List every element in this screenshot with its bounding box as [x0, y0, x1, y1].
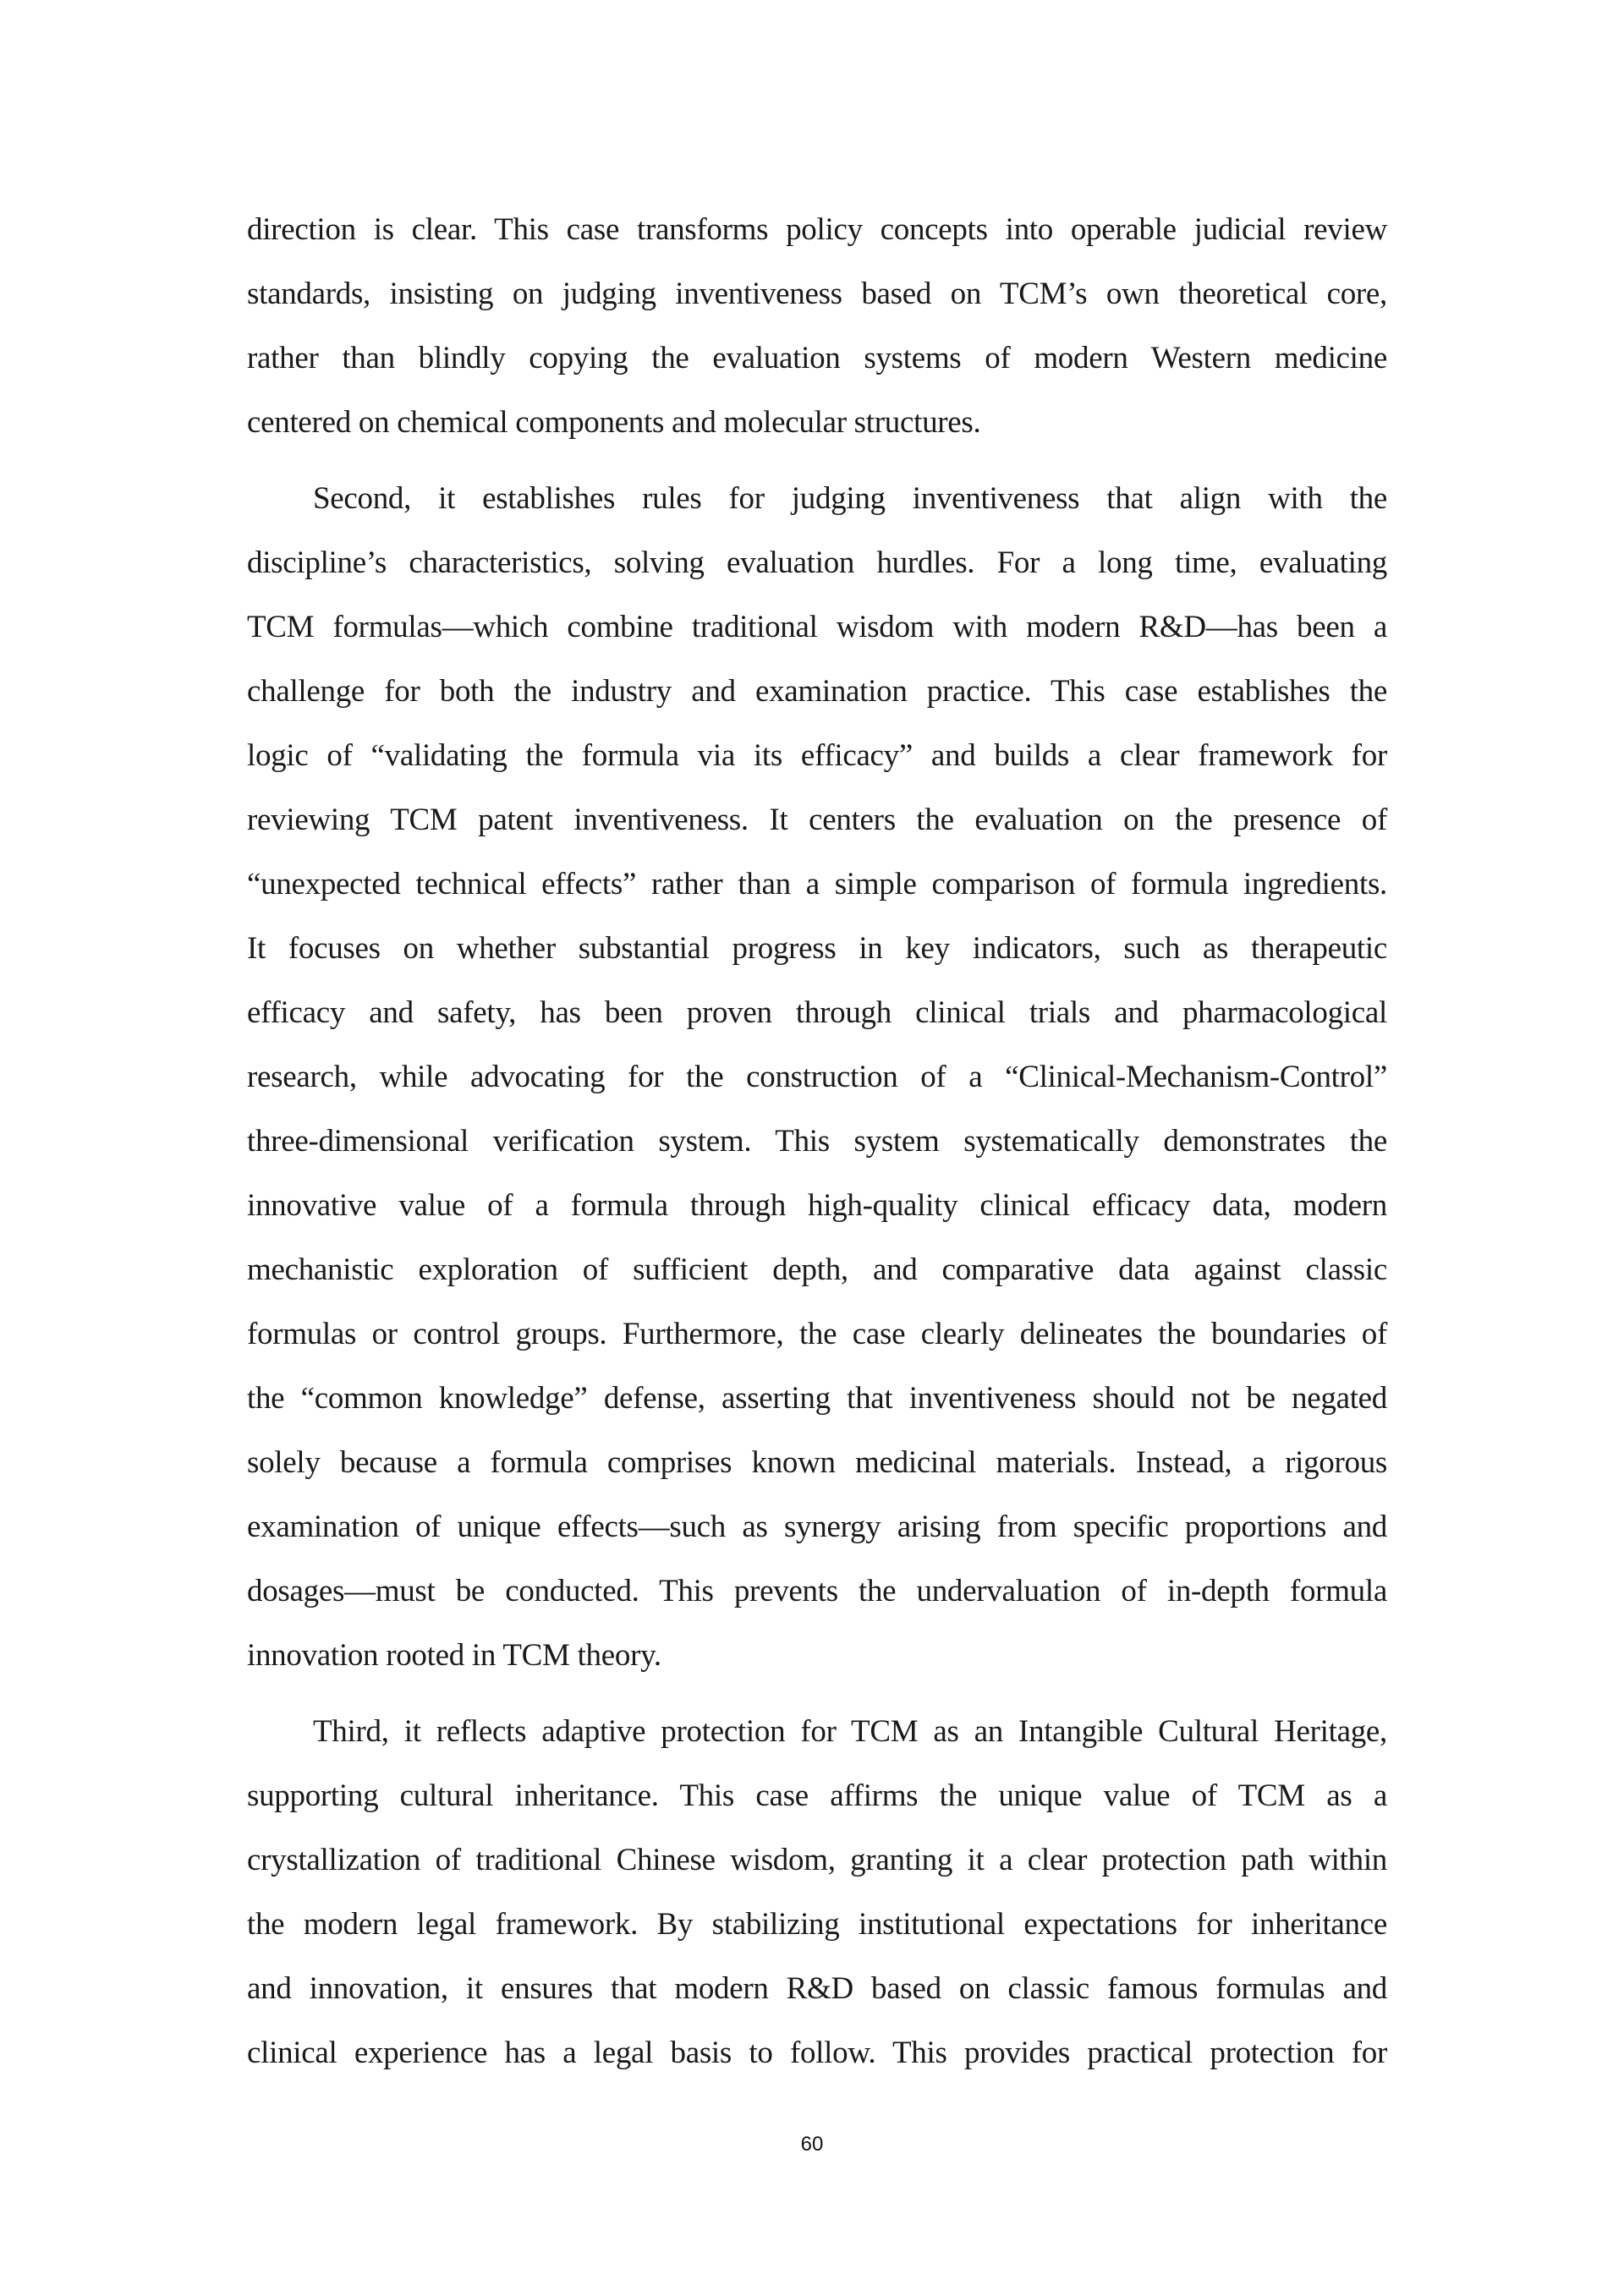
paragraph-1-line-2: standards, insisting on judging inventiveness based on TCM’s own theoretical core,	[247, 277, 1387, 311]
paragraph-2-line-14: formulas or control groups. Furthermore, the case clearly delineates the boundaries of	[247, 1317, 1387, 1351]
paragraph-3-line-1: Third, it reflects adaptive protection for TCM as an Intangible Cultural Heritage,	[313, 1714, 1387, 1749]
paragraph-1-line-3: rather than blindly copying the evaluation systems of modern Western medicine	[247, 341, 1387, 375]
paragraph-2-line-6: reviewing TCM patent inventiveness. It centers the evaluation on the presence of	[247, 803, 1387, 837]
paragraph-2-line-18: dosages—must be conducted. This prevents the undervaluation of in-depth formula	[247, 1574, 1387, 1608]
paragraph-2-line-16: solely because a formula comprises known medicinal materials. Instead, a rigorous	[247, 1445, 1387, 1480]
paragraph-2-line-17: examination of unique effects—such as synergy arising from specific proportions and	[247, 1510, 1387, 1544]
paragraph-3-line-4: the modern legal framework. By stabilizing institutional expectations for inheritance	[247, 1907, 1387, 1942]
paragraph-2-line-5: logic of “validating the formula via its efficacy” and builds a clear framework for	[247, 738, 1387, 773]
paragraph-2-line-9: efficacy and safety, has been proven through clinical trials and pharmacological	[247, 995, 1387, 1030]
paragraph-2-line-19: innovation rooted in TCM theory.	[247, 1638, 661, 1673]
paragraph-2-line-8: It focuses on whether substantial progress in key indicators, such as therapeutic	[247, 931, 1387, 966]
paragraph-1-line-4: centered on chemical components and molecular structures.	[247, 405, 981, 440]
paragraph-2-line-13: mechanistic exploration of sufficient depth, and comparative data against classic	[247, 1252, 1387, 1287]
paragraph-2-line-12: innovative value of a formula through high-quality clinical efficacy data, modern	[247, 1188, 1387, 1223]
paragraph-2-line-4: challenge for both the industry and examination practice. This case establishes the	[247, 674, 1387, 709]
paragraph-3-line-2: supporting cultural inheritance. This case affirms the unique value of TCM as a	[247, 1778, 1387, 1813]
paragraph-2-line-3: TCM formulas—which combine traditional wisdom with modern R&D—has been a	[247, 610, 1387, 644]
paragraph-2-line-10: research, while advocating for the construction of a “Clinical-Mechanism-Control”	[247, 1060, 1387, 1094]
paragraph-2-line-2: discipline’s characteristics, solving evaluation hurdles. For a long time, evaluating	[247, 545, 1387, 580]
paragraph-2-line-7: “unexpected technical effects” rather than a simple comparison of formula ingredients.	[247, 867, 1387, 901]
paragraph-3-line-3: crystallization of traditional Chinese wisdom, granting it a clear protection path within	[247, 1843, 1387, 1877]
paragraph-2-line-1: Second, it establishes rules for judging inventiveness that align with the	[313, 481, 1387, 516]
paragraph-1-line-1: direction is clear. This case transforms policy concepts into operable judicial review	[247, 212, 1387, 247]
page-number: 60	[800, 2133, 824, 2156]
paragraph-2-line-11: three-dimensional verification system. This system systematically demonstrates the	[247, 1124, 1387, 1159]
paragraph-3-line-5: and innovation, it ensures that modern R&D based on classic famous formulas and	[247, 1971, 1387, 2006]
paragraph-2-line-15: the “common knowledge” defense, asserting that inventiveness should not be negated	[247, 1381, 1387, 1416]
paragraph-3-line-6: clinical experience has a legal basis to follow. This provides practical protection for	[247, 2036, 1387, 2070]
